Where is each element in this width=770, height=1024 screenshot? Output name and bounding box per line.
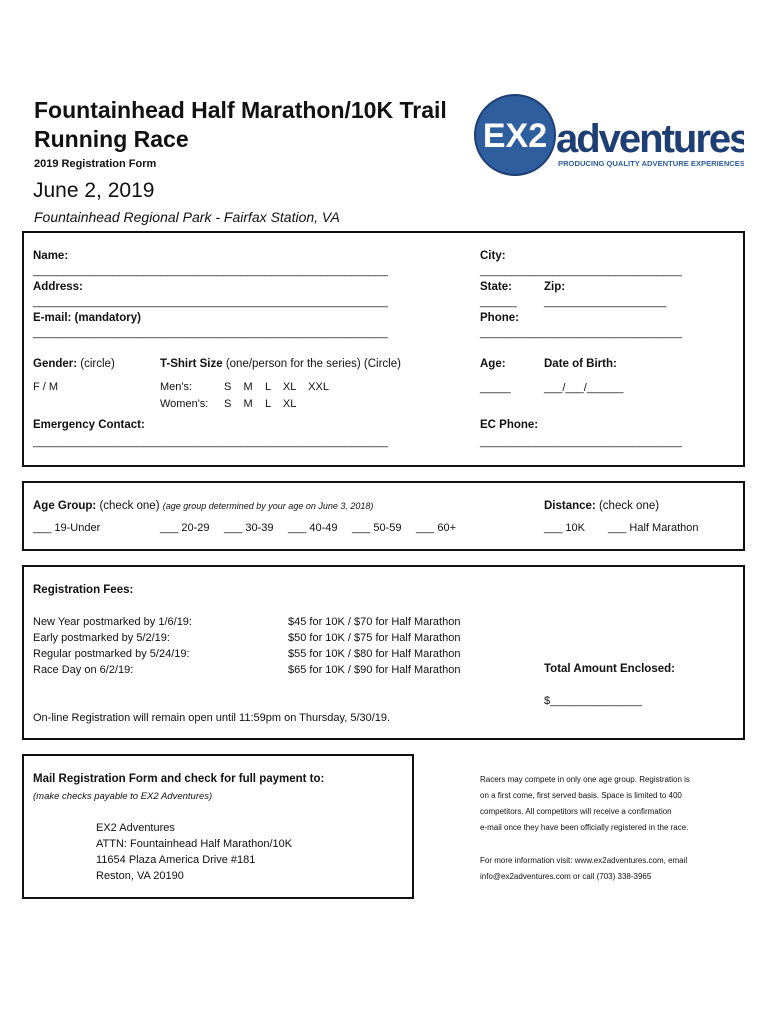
info-line: on a first come, first served basis. Space is limited to 400 [480, 791, 682, 800]
ex2-adventures-logo [474, 94, 744, 176]
zip-label: Zip: [544, 281, 566, 293]
address-field[interactable]: __________________________________________________________ [33, 296, 388, 308]
fee-price: $50 for 10K / $75 for Half Marathon [288, 632, 461, 644]
fee-period: Early postmarked by 5/2/19: [33, 632, 170, 644]
dob-label: Date of Birth: [544, 358, 617, 370]
mail-address-line: ATTN: Fountainhead Half Marathon/10K [96, 838, 293, 850]
logo-ex2-text: EX2 [482, 117, 548, 155]
name-label: Name: [33, 250, 69, 262]
fee-period: New Year postmarked by 1/6/19: [33, 616, 192, 628]
ec-phone-label: EC Phone: [480, 419, 539, 431]
email-label: E-mail: (mandatory) [33, 312, 141, 324]
check-payable-note: (make checks payable to EX2 Adventures) [33, 791, 213, 802]
distance-label: Distance: (check one) [544, 500, 660, 512]
fee-price: $65 for 10K / $90 for Half Marathon [288, 664, 461, 676]
emergency-contact-label: Emergency Contact: [33, 419, 145, 431]
age-group-option[interactable]: ___ 60+ [416, 522, 457, 534]
contact-line: For more information visit: www.ex2adventures.com, email [480, 856, 688, 865]
mail-address-line: 11654 Plaza America Drive #181 [96, 854, 256, 866]
womens-size-options[interactable]: S M L XL [224, 398, 297, 410]
age-group-label: Age Group: (check one) (age group determined by your age on June 3, 2018) [33, 500, 374, 512]
age-group-option[interactable]: ___ 50-59 [352, 522, 402, 534]
race-venue: Fountainhead Regional Park - Fairfax Station, VA [34, 209, 340, 225]
fees-label: Registration Fees: [33, 584, 134, 596]
age-label: Age: [480, 358, 506, 370]
ec-phone-field[interactable]: _________________________________ [480, 436, 682, 448]
state-label: State: [480, 281, 512, 293]
form-subtitle: 2019 Registration Form [34, 158, 157, 170]
total-amount-field[interactable]: $_______________ [544, 695, 642, 707]
distance-option[interactable]: ___ 10K [544, 522, 585, 534]
emergency-contact-field[interactable]: __________________________________________________________ [33, 436, 388, 448]
mens-label: Men's: [160, 381, 193, 393]
age-group-option[interactable]: ___ 19-Under [33, 522, 101, 534]
mens-size-options[interactable]: S M L XL XXL [224, 381, 329, 393]
city-field[interactable]: _________________________________ [480, 265, 682, 277]
age-field[interactable]: _____ [480, 382, 511, 394]
info-line: competitors. All competitors will receive a confirmation [480, 807, 672, 816]
fee-period: Race Day on 6/2/19: [33, 664, 134, 676]
womens-label: Women's: [160, 398, 209, 410]
mail-label: Mail Registration Form and check for full payment to: [33, 773, 325, 785]
address-label: Address: [33, 281, 83, 293]
name-field[interactable]: __________________________________________________________ [33, 265, 388, 277]
tshirt-label: T-Shirt Size (one/person for the series) (Circle) [160, 358, 401, 370]
state-field[interactable]: ______ [480, 296, 517, 308]
fee-price: $55 for 10K / $80 for Half Marathon [288, 648, 461, 660]
info-line: e-mail once they have been officially registered in the race. [480, 823, 689, 832]
distance-option[interactable]: ___ Half Marathon [608, 522, 699, 534]
total-amount-label: Total Amount Enclosed: [544, 663, 675, 675]
age-group-option[interactable]: ___ 30-39 [224, 522, 274, 534]
gender-options[interactable]: F / M [33, 381, 59, 393]
email-field[interactable]: __________________________________________________________ [33, 327, 388, 339]
page-title: Fountainhead Half Marathon/10K Trail Running Race [34, 97, 447, 152]
online-registration-note: On-line Registration will remain open until 11:59pm on Thursday, 5/30/19. [33, 712, 391, 724]
phone-field[interactable]: _________________________________ [480, 327, 682, 339]
zip-field[interactable]: ____________________ [544, 296, 667, 308]
fee-price: $45 for 10K / $70 for Half Marathon [288, 616, 461, 628]
phone-label: Phone: [480, 312, 519, 324]
info-line: Racers may compete in only one age group. Registration is [480, 775, 690, 784]
logo-word-text: adventures [556, 117, 744, 161]
mail-address-line: Reston, VA 20190 [96, 870, 184, 882]
age-group-section [22, 481, 745, 551]
dob-field[interactable]: ___/___/______ [544, 382, 624, 394]
city-label: City: [480, 250, 506, 262]
mail-address-line: EX2 Adventures [96, 822, 175, 834]
contact-line: info@ex2adventures.com or call (703) 338-3965 [480, 872, 652, 881]
age-group-option[interactable]: ___ 40-49 [288, 522, 338, 534]
logo-tagline-text: PRODUCING QUALITY ADVENTURE EXPERIENCES [558, 159, 744, 168]
gender-label: Gender: (circle) [33, 358, 115, 370]
fee-period: Regular postmarked by 5/24/19: [33, 648, 190, 660]
race-date: June 2, 2019 [33, 179, 155, 202]
age-group-option[interactable]: ___ 20-29 [160, 522, 210, 534]
